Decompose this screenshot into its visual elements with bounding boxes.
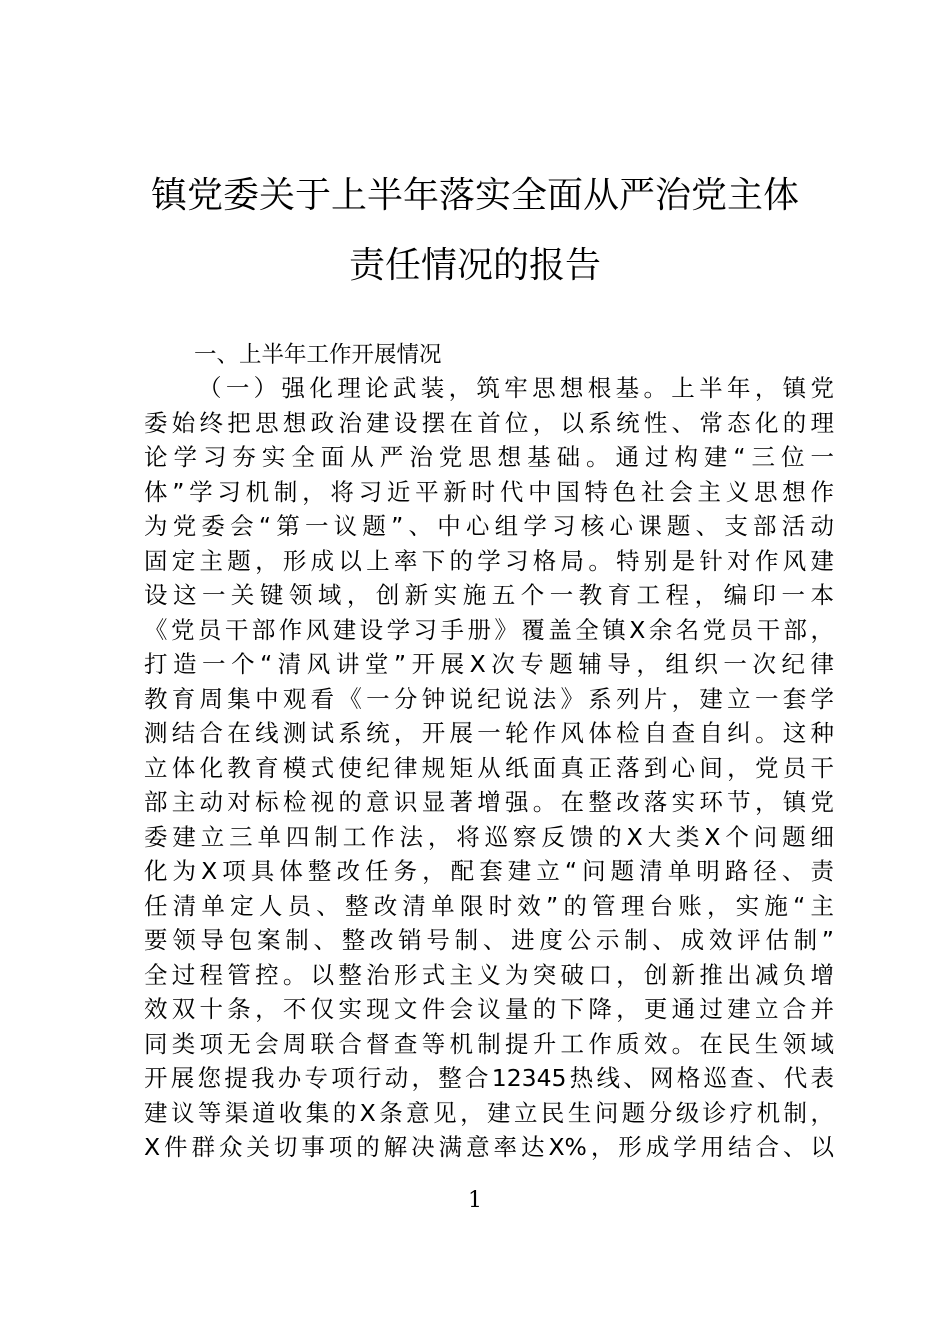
paragraph-line: 建议等渠道收集的X条意见，建立民生问题分级诊疗机制， [144,1098,834,1127]
paragraph-line: 立体化教育模式使纪律规矩从纸面真正落到心间，党员干 [144,753,834,782]
paragraph-line: 固定主题，形成以上率下的学习格局。特别是针对作风建 [144,546,834,575]
paragraph-line: 设这一关键领域，创新实施五个一教育工程，编印一本 [144,581,834,609]
paragraph-line: 教育周集中观看《一分钟说纪说法》系列片，建立一套学 [144,684,834,713]
document-title-line-2: 责任情况的报告 [348,245,601,286]
paragraph-line: X件群众关切事项的解决满意率达X%，形成学用结合、以 [144,1133,834,1161]
paragraph-line: 论学习夯实全面从严治党思想基础。通过构建“三位一 [144,443,834,471]
paragraph-line: 委始终把思想政治建设摆在首位，以系统性、常态化的理 [144,408,834,437]
paragraph-line: 委建立三单四制工作法，将巡察反馈的X大类X个问题细 [144,822,834,851]
paragraph-line: 为党委会“第一议题”、中心组学习核心课题、支部活动 [144,512,834,540]
paragraph-line: 任清单定人员、整改清单限时效”的管理台账，实施“主 [144,891,834,920]
section-heading: 一、上半年工作开展情况 [194,342,442,368]
paragraph-line: 要领导包案制、整改销号制、进度公示制、成效评估制” [144,926,834,954]
paragraph-line: 效双十条，不仅实现文件会议量的下降，更通过建立合并 [144,995,834,1023]
paragraph-line: 测结合在线测试系统，开展一轮作风体检自查自纠。这种 [144,719,834,747]
paragraph-line: 《党员干部作风建设学习手册》覆盖全镇X余名党员干部， [144,615,834,644]
paragraph-line: 开展您提我办专项行动，整合12345热线、网格巡查、代表 [144,1064,834,1092]
paragraph-line: 打造一个“清风讲堂”开展X次专题辅导，组织一次纪律 [144,650,834,678]
paragraph-line: 同类项无会周联合督查等机制提升工作质效。在民生领域 [144,1029,834,1058]
paragraph-line: （一）强化理论武装，筑牢思想根基。上半年，镇党 [198,374,834,402]
paragraph-line: 体”学习机制，将习近平新时代中国特色社会主义思想作 [144,477,834,506]
body-paragraph [144,371,834,1165]
page-number: 1 [468,1188,482,1213]
paragraph-line: 部主动对标检视的意识显著增强。在整改落实环节，镇党 [144,788,834,816]
paragraph-line: 全过程管控。以整治形式主义为突破口，创新推出减负增 [144,960,834,989]
paragraph-line: 化为X项具体整改任务，配套建立“问题清单明路径、责 [144,857,834,885]
document-title-line-1: 镇党委关于上半年落实全面从严治党主体 [150,175,799,216]
